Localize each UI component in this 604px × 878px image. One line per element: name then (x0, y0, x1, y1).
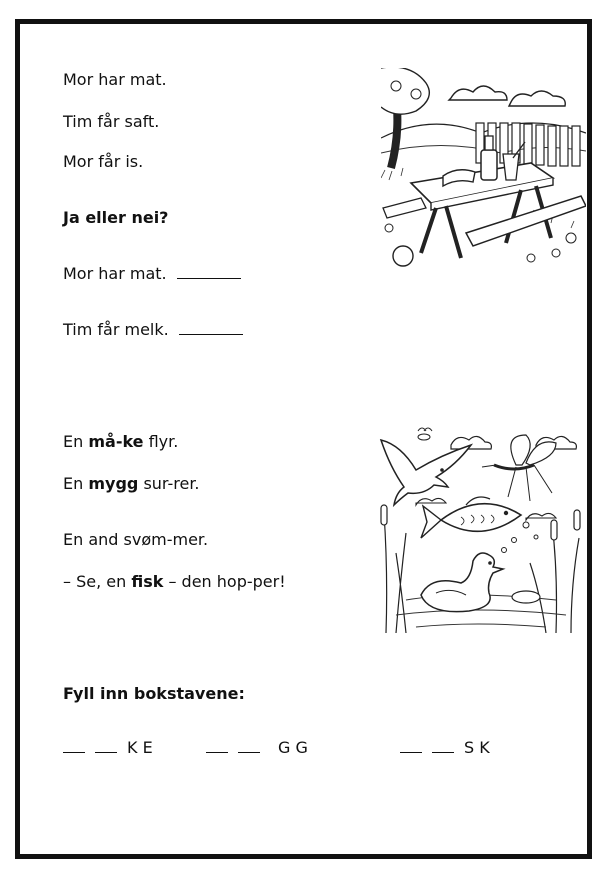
question-1 (63, 264, 241, 284)
story-line-4-post: – den hop-per! (163, 572, 286, 591)
story-line-3: En and svøm-mer. (63, 530, 209, 549)
answer-blank-2[interactable] (179, 320, 243, 335)
story-line-1 (63, 432, 178, 452)
letter-blank[interactable] (238, 738, 260, 753)
word-2-letters: G G (278, 738, 308, 757)
fill-in-word-1 (63, 738, 153, 757)
story-line-2-bold: mygg (88, 474, 139, 493)
story-line-1-pre: En (63, 432, 89, 451)
letter-blank[interactable] (95, 738, 117, 753)
sentence-2: Tim får saft. (63, 112, 160, 131)
story-line-4 (63, 572, 286, 592)
story-line-4-bold: fisk (131, 572, 164, 591)
story-line-2-post: sur-rer. (138, 474, 200, 493)
answer-blank-1[interactable] (177, 264, 241, 279)
sentence-1: Mor har mat. (63, 70, 167, 89)
picnic-table-illustration (381, 68, 586, 272)
question-heading: Ja eller nei? (63, 208, 169, 227)
word-1-letters: K E (127, 738, 153, 757)
pond-animals-illustration (376, 425, 586, 633)
question-2-text: Tim får melk. (63, 320, 169, 339)
letter-blank[interactable] (206, 738, 228, 753)
story-line-2-pre: En (63, 474, 89, 493)
story-line-2 (63, 474, 200, 494)
fill-in-word-3 (400, 738, 490, 757)
letter-blank[interactable] (400, 738, 422, 753)
word-3-letters: S K (464, 738, 490, 757)
fill-in-word-2 (206, 738, 308, 757)
question-1-text: Mor har mat. (63, 264, 167, 283)
sentence-3: Mor får is. (63, 152, 144, 171)
pond-scene-icon (376, 425, 586, 633)
story-line-1-bold: må-ke (88, 432, 144, 451)
picnic-scene-icon (381, 68, 586, 272)
question-2 (63, 320, 243, 340)
fill-in-heading: Fyll inn bokstavene: (63, 684, 245, 703)
letter-blank[interactable] (432, 738, 454, 753)
letter-blank[interactable] (63, 738, 85, 753)
story-line-1-post: flyr. (143, 432, 179, 451)
story-line-4-pre: – Se, en (63, 572, 132, 591)
